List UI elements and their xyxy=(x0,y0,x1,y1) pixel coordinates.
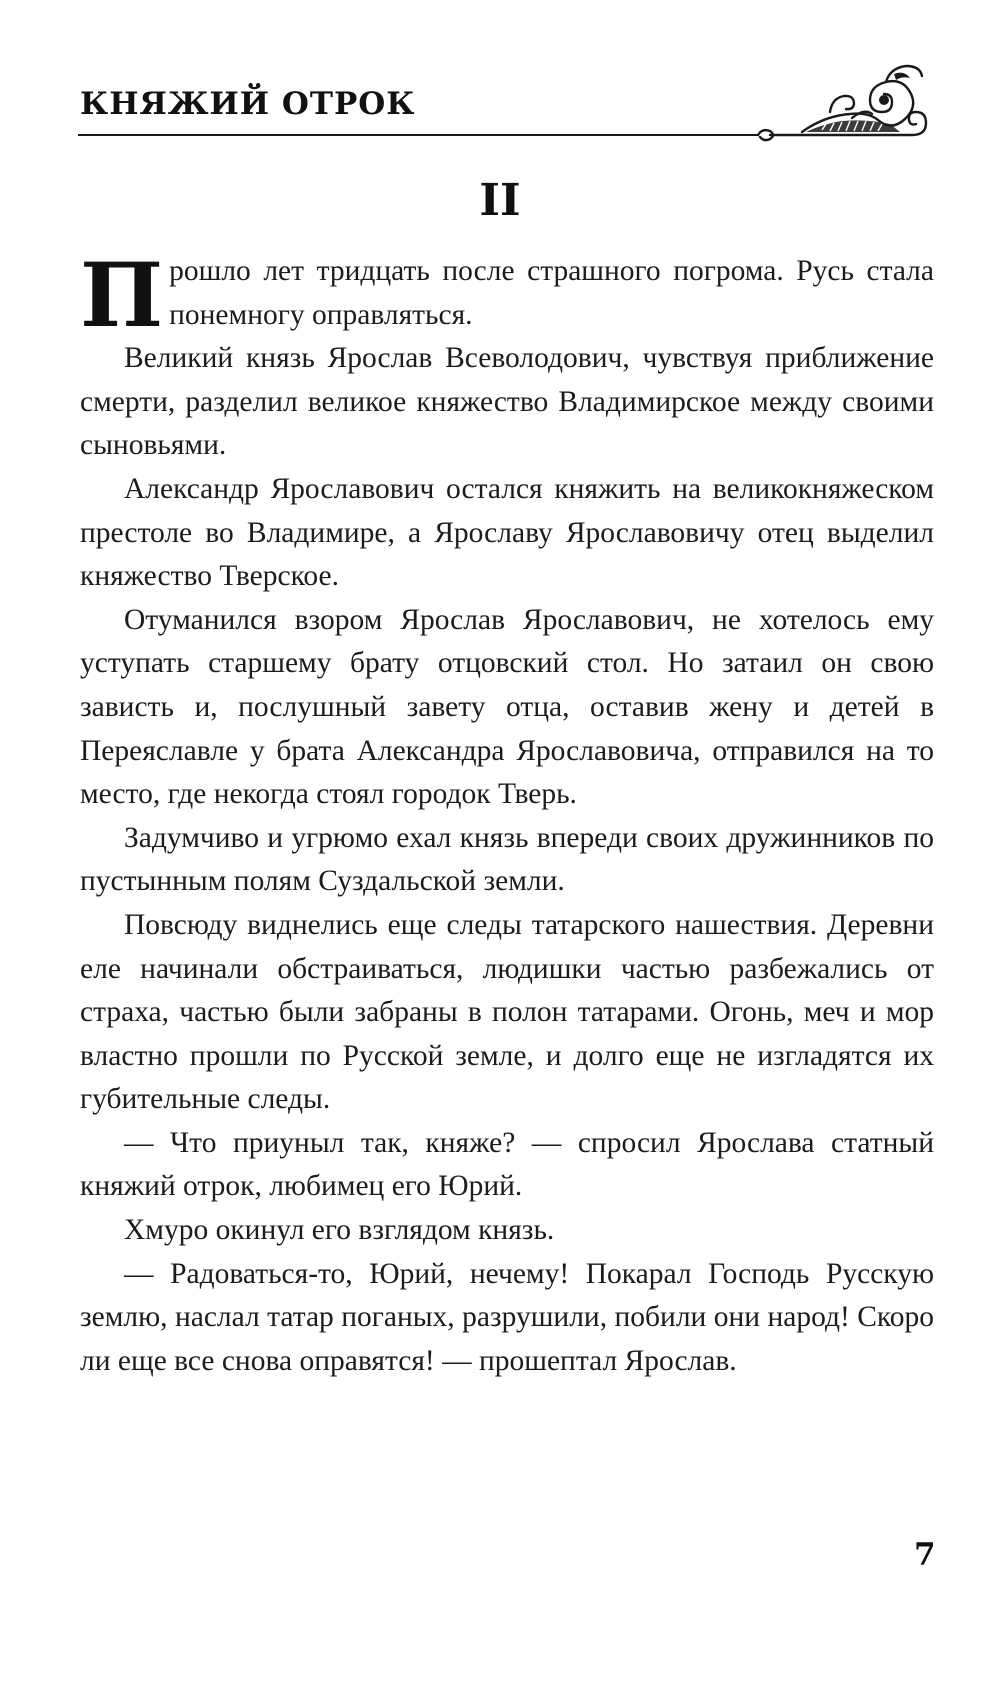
running-head-title: КНЯЖИЙ ОТРОК xyxy=(80,86,416,122)
paragraph: Повсюду виднелись еще следы татарского нашествия. Деревни еле начинали обстраиваться, людишки частью разбежались от страха, частью были забраны в полон татарами. Огонь, меч и мор властно прошли по Русской земле, и долго еще не изгладятся их губительные следы. xyxy=(80,908,934,1116)
drop-cap-letter: П xyxy=(80,243,164,347)
chapter-number: II xyxy=(479,175,521,226)
paragraph: — Радоваться-то, Юрий, нечему! Покарал Господь Русскую землю, наслал татар поганых, разрушили, побили они народ! Скоро ли еще все снова оправятся! — прошептал Ярослав. xyxy=(80,1257,934,1377)
paragraph: Великий князь Ярослав Всеволодович, чувствуя приближение смерти, разделил великое княжество Владимирское между своими сыновьями. xyxy=(80,342,934,462)
paragraph: — Что приуныл так, княже? — спросил Ярослава статный княжий отрок, любимец его Юрий. xyxy=(80,1126,934,1203)
paragraph: Отуманился взором Ярослав Ярославович, не хотелось ему уступать старшему брату отцовский стол. Но затаил он свою зависть и, послушный завету отца, оставив жену и детей в Переяславле у брата Александра Ярославовича, отправился на то место, где некогда стоял городок Тверь. xyxy=(80,603,934,811)
paragraph: Александр Ярославович остался княжить на великокняжеском престоле во Владимире, а Ярославу Ярославовичу отец выделил княжество Тверское. xyxy=(80,472,934,593)
header-rule xyxy=(78,134,758,136)
page-number: 7 xyxy=(914,1537,936,1573)
paragraph xyxy=(80,243,934,347)
body-text xyxy=(80,243,934,1383)
scroll-ornament-icon xyxy=(740,58,940,150)
paragraph: Задумчиво и угрюмо ехал князь впереди своих дружинников по пустынным полям Суздальской земли. xyxy=(80,821,934,898)
paragraph-text: рошло лет тридцать после страшного погрома. Русь стала понемногу оправляться. xyxy=(169,255,934,331)
paragraph: Хмуро окинул его взглядом князь. xyxy=(124,1214,555,1247)
